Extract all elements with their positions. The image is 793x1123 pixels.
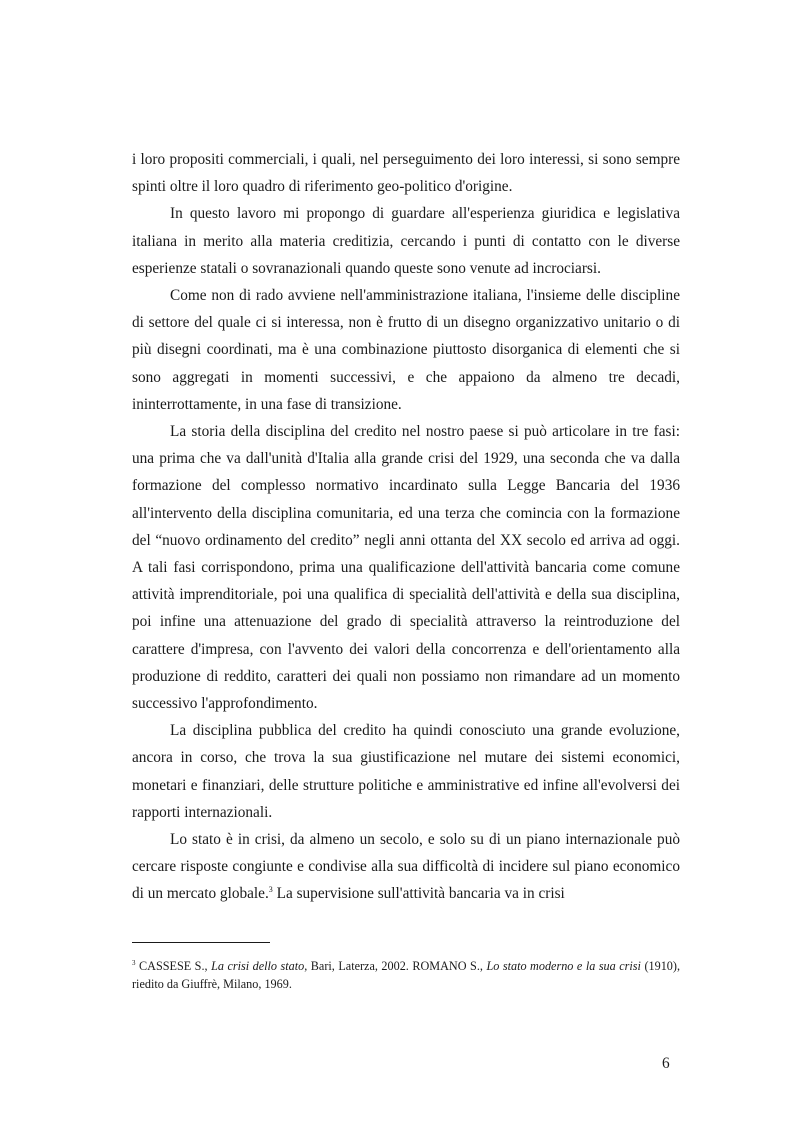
footnote-text-3: (1910), riedito da Giuffrè, Milano, 1969. [132,959,680,991]
paragraph-1: i loro propositi commerciali, i quali, nel perseguimento dei loro interessi, si sono sempre spinti oltre il loro quadro di riferimento geo-politico d'origine. [132,151,680,196]
footnote-title-2: Lo stato moderno e la sua crisi [486,959,641,973]
paragraph-4: La storia della disciplina del credito nel nostro paese si può articolare in tre fasi: una prima che va dall'unità d'Italia alla grande crisi del 1929, una seconda che va dalla formazione del complesso normativo incardinato sulla Legge Bancaria del 1936 all'intervento della disciplina comunitaria, ed una terza che comincia con la formazione del “nuovo ordinamento del credito” negli anni ottanta del XX secolo ed arriva ad oggi. A tali fasi corrispondono, prima una qualificazione dell'attività bancaria come comune attività imprenditoriale, poi una qualifica di specialità dell'attività e della sua disciplina, poi infine una attenuazione del grado di specialità attraverso la reintroduzione del carattere d'impresa, con l'avvento dei valori della concorrenza e dell'orientamento alla produzione di reddito, caratteri dei quali non possiamo non rimandare ad un momento successivo l'approfondimento. [132,423,680,713]
footnote-separator [132,942,270,943]
paragraph-3: Come non di rado avviene nell'amministrazione italiana, l'insieme delle discipline di settore del quale ci si interessa, non è frutto di un disegno organizzativo unitario o di più disegni coordinati, ma è una combinazione piuttosto disorganica di elementi che si sono aggregati in momenti successivi, e che appaiono da almeno tre decadi, ininterrottamente, in una fase di transizione. [132,287,680,413]
paragraph-6-text: Lo stato è in crisi, da almeno un secolo, e solo su di un piano internazionale può cercare risposte congiunte e condivise alla sua difficoltà di incidere sul piano economico di un mercato globale. [132,831,680,903]
footnote [132,957,680,993]
paragraph-5: La disciplina pubblica del credito ha quindi conosciuto una grande evoluzione, ancora in corso, che trova la sua giustificazione nel mutare dei sistemi economici, monetari e finanziari, delle strutture politiche e amministrative ed infine all'evolversi dei rapporti internazionali. [132,722,680,821]
page-number: 6 [662,1055,670,1072]
paragraph-6 [132,826,680,908]
footnote-reference[interactable]: 3 [268,885,273,895]
body-text [132,146,680,908]
paragraph-6-continuation: La supervisione sull'attività bancaria va in crisi [272,885,565,903]
footnote-text-2: , Bari, Laterza, 2002. ROMANO S., [304,959,487,973]
paragraph-2: In questo lavoro mi propongo di guardare all'esperienza giuridica e legislativa italiana in merito alla materia creditizia, cercando i punti di contatto con le diverse esperienze statali o sovranazionali quando queste sono venute ad incrociarsi. [132,205,680,277]
footnote-text-1: CASSESE S., [135,959,212,973]
footnote-mark: 3 [132,958,136,967]
footnote-title-1: La crisi dello stato [211,959,305,973]
